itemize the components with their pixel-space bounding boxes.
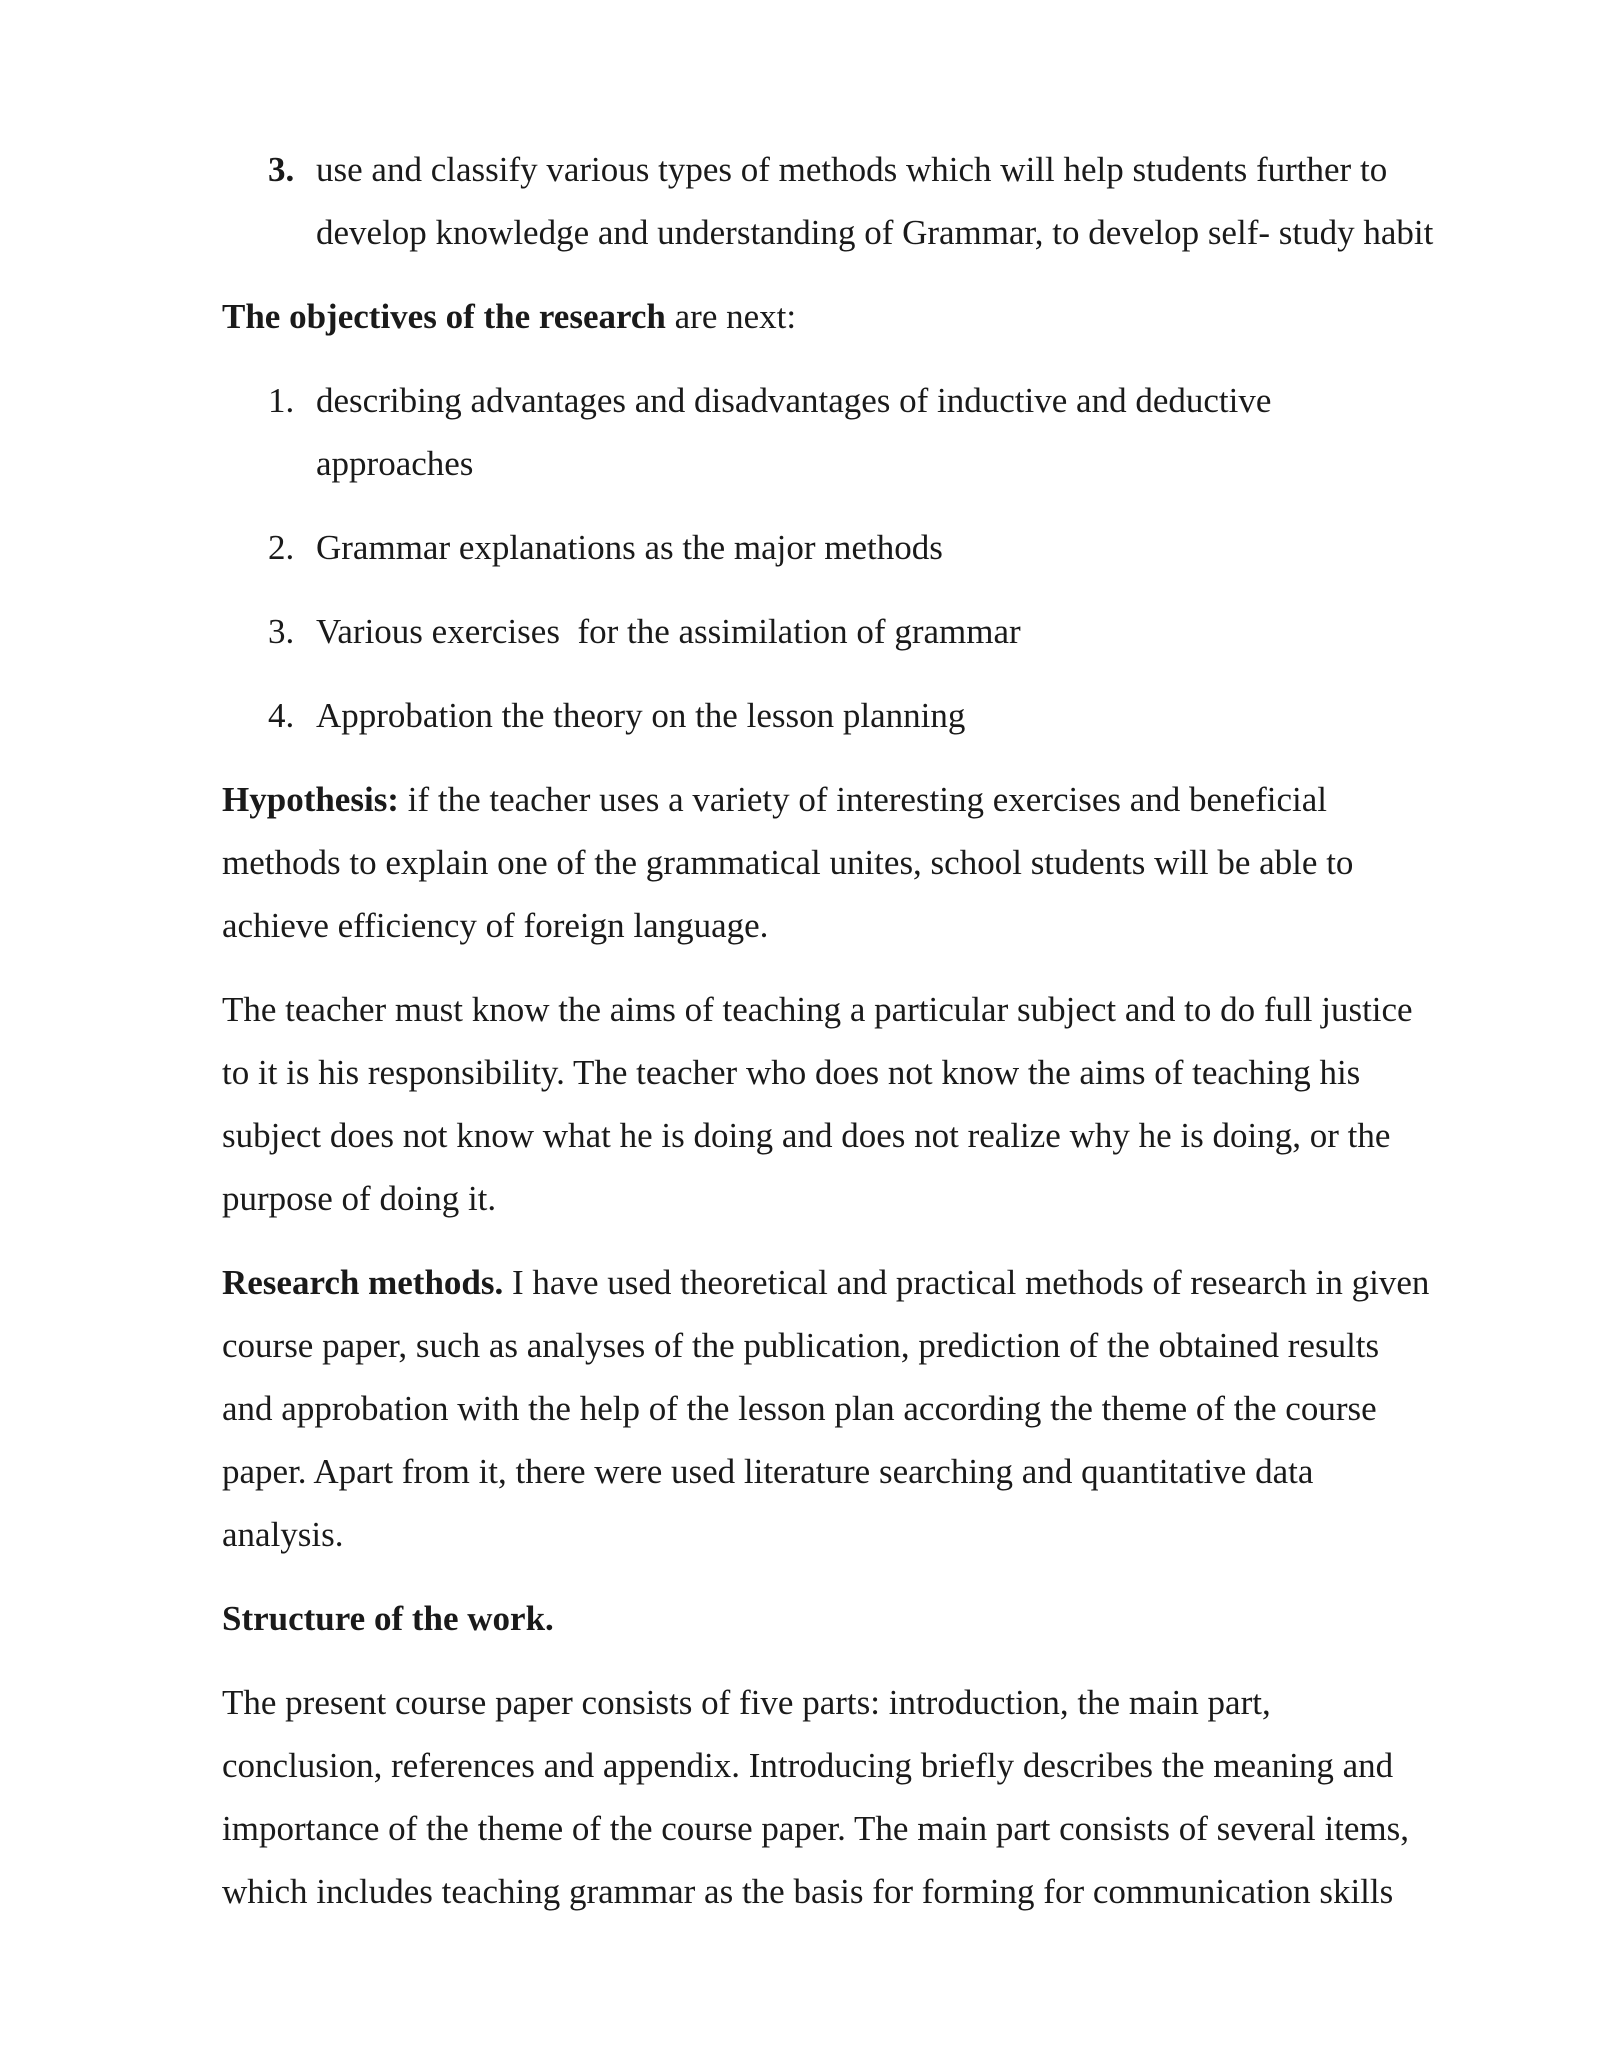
research-methods-text: course paper, such as analyses of the publication, prediction of the obtained results — [222, 1326, 1380, 1365]
objectives-heading — [222, 297, 796, 337]
research-methods-text: paper. Apart from it, there were used literature searching and quantitative data — [222, 1452, 1314, 1491]
hypothesis-text: if the teacher uses a variety of interesting exercises and beneficial — [398, 780, 1328, 819]
objective-text: approaches — [316, 444, 474, 483]
list-item-text: use and classify various types of methods which will help students further to — [316, 150, 1388, 189]
hypothesis-label: Hypothesis: — [222, 780, 399, 819]
hypothesis-text: achieve efficiency of foreign language. — [222, 906, 769, 945]
objective-text: describing advantages and disadvantages of inductive and deductive — [316, 381, 1272, 420]
objective-text: Grammar explanations as the major methods — [316, 528, 943, 567]
objectives-heading-rest: are next: — [665, 297, 797, 336]
objectives-heading-bold: The objectives of the research — [222, 297, 666, 336]
objective-text: Various exercises for the assimilation of grammar — [316, 612, 1021, 651]
research-methods-text: I have used theoretical and practical methods of research in given — [503, 1263, 1430, 1302]
structure-text: which includes teaching grammar as the basis for forming for communication skills — [222, 1872, 1394, 1911]
research-methods-line — [222, 1263, 1429, 1303]
structure-text: importance of the theme of the course paper. The main part consists of several items, — [222, 1809, 1410, 1848]
paragraph-text: purpose of doing it. — [222, 1179, 497, 1218]
objective-number: 2. — [268, 528, 295, 567]
structure-text: The present course paper consists of five parts: introduction, the main part, — [222, 1683, 1271, 1722]
structure-text: conclusion, references and appendix. Introducing briefly describes the meaning and — [222, 1746, 1394, 1785]
list-item-text: develop knowledge and understanding of Grammar, to develop self- study habit — [316, 213, 1434, 252]
hypothesis-text: methods to explain one of the grammatical unites, school students will be able to — [222, 843, 1354, 882]
objective-number: 4. — [268, 696, 295, 735]
research-methods-label: Research methods. — [222, 1263, 504, 1302]
paragraph-text: to it is his responsibility. The teacher who does not know the aims of teaching his — [222, 1053, 1361, 1092]
list-item-number: 3. — [268, 150, 295, 189]
paragraph-text: The teacher must know the aims of teaching a particular subject and to do full justice — [222, 990, 1413, 1029]
objective-number: 3. — [268, 612, 295, 651]
objective-text: Approbation the theory on the lesson planning — [316, 696, 966, 735]
hypothesis-line — [222, 780, 1327, 820]
research-methods-text: and approbation with the help of the lesson plan according the theme of the course — [222, 1389, 1377, 1428]
paragraph-text: subject does not know what he is doing and does not realize why he is doing, or the — [222, 1116, 1391, 1155]
research-methods-text: analysis. — [222, 1515, 344, 1554]
structure-heading: Structure of the work. — [222, 1599, 554, 1638]
objective-number: 1. — [268, 381, 295, 420]
